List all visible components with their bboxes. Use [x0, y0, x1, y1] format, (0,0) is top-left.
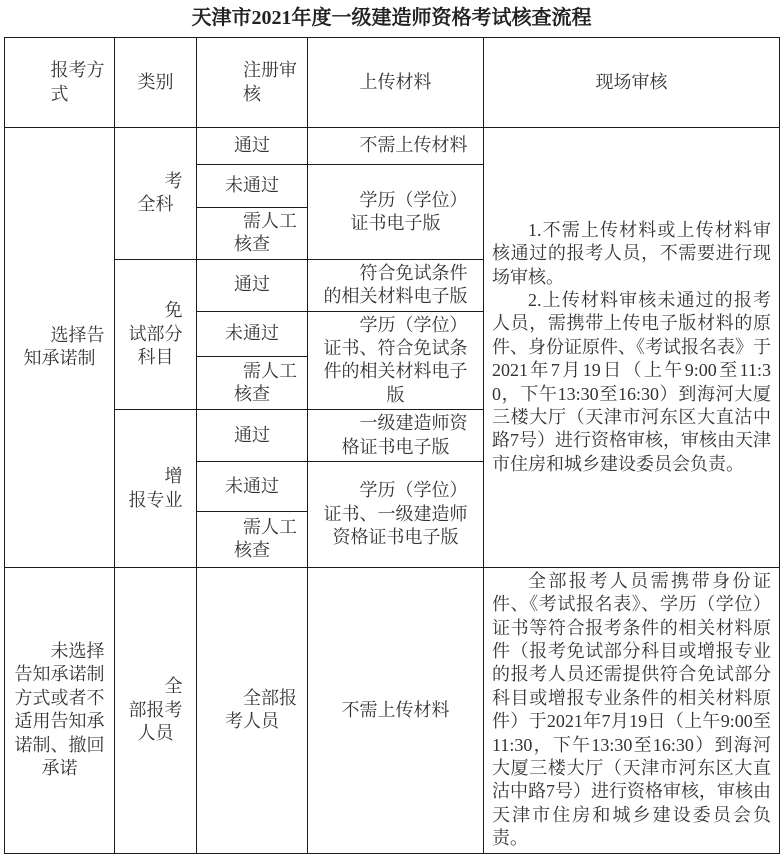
table-header-row: [5, 38, 780, 128]
review-full-exam-manual-cell: 需人工核查: [197, 208, 308, 260]
materials-no-notice-cell: 不需上传材料: [308, 567, 484, 853]
category-additional-specialty-cell: 增报专业: [115, 410, 197, 568]
materials-full-exam-fail-cell: 学历（学位）证书电子版: [308, 165, 484, 260]
materials-full-exam-pass-cell: 不需上传材料: [308, 128, 484, 165]
onsite-notice-commitment-cell: [484, 128, 780, 568]
onsite-no-notice-paragraph: 全部报考人员需携带身份证件、《考试报名表》、学历（学位）证书等符合报考条件的相关材料原件（报考免试部分科目或增报专业的报考人员还需提供符合免试部分科目或增报专业条件的相关材料原件）于2021年7月19日（上午9:00至11:30，下午13:30至16:30）到海河大厦三楼大厅（天津市河东区大直沽中路7号）进行资格审核，审核由天津市住房和城乡建设委员会负责。: [492, 570, 771, 849]
review-additional-manual-cell: 需人工核查: [197, 511, 308, 567]
category-full-exam-cell: 考全科: [115, 128, 197, 260]
table-row: [5, 128, 780, 165]
header-category: 类别: [115, 38, 197, 128]
review-full-exam-fail-cell: 未通过: [197, 165, 308, 208]
method-notice-commitment-cell: 选择告知承诺制: [5, 128, 115, 568]
review-all-applicants-cell: 全部报考人员: [197, 567, 308, 853]
table-row: [5, 567, 780, 853]
materials-additional-pass-cell: 一级建造师资格证书电子版: [308, 410, 484, 462]
header-method: 报考方式: [5, 38, 115, 128]
materials-exempt-pass-cell: 符合免试条件的相关材料电子版: [308, 259, 484, 311]
category-all-applicants-cell: 全部报考人员: [115, 567, 197, 853]
review-exempt-manual-cell: 需人工核查: [197, 356, 308, 409]
onsite-paragraph-2: 2.上传材料审核未通过的报考人员，需携带上传电子版材料的原件、身份证原件、《考试报名表》于2021年7月19日（上午9:00至11:30，下午13:30至16:30）到海河大厦三楼大厅（天津市河东区大直沽中路7号）进行资格审核，审核由天津市住房和城乡建设委员会负责。: [492, 289, 771, 474]
materials-exempt-fail-cell: 学历（学位）证书、符合免试条件的相关材料电子版: [308, 311, 484, 410]
onsite-no-notice-cell: [484, 567, 780, 853]
onsite-paragraph-1: 1.不需上传材料或上传材料审核通过的报考人员，不需要进行现场审核。: [492, 219, 771, 287]
review-exempt-pass-cell: 通过: [197, 259, 308, 311]
materials-additional-fail-cell: 学历（学位）证书、一级建造师资格证书电子版: [308, 461, 484, 567]
header-onsite-review: 现场审核: [484, 38, 780, 128]
header-registration-review: 注册审核: [197, 38, 308, 128]
review-exempt-fail-cell: 未通过: [197, 311, 308, 356]
verification-flow-table: [4, 37, 780, 854]
review-additional-fail-cell: 未通过: [197, 461, 308, 511]
review-full-exam-pass-cell: 通过: [197, 128, 308, 165]
category-exempt-subjects-cell: 免试部分科目: [115, 259, 197, 409]
method-no-notice-cell: 未选择告知承诺制方式或者不适用告知承诺制、撤回承诺: [5, 567, 115, 853]
page-title: 天津市2021年度一级建造师资格考试核查流程: [191, 7, 592, 29]
header-upload-materials: 上传材料: [308, 38, 484, 128]
review-additional-pass-cell: 通过: [197, 410, 308, 462]
